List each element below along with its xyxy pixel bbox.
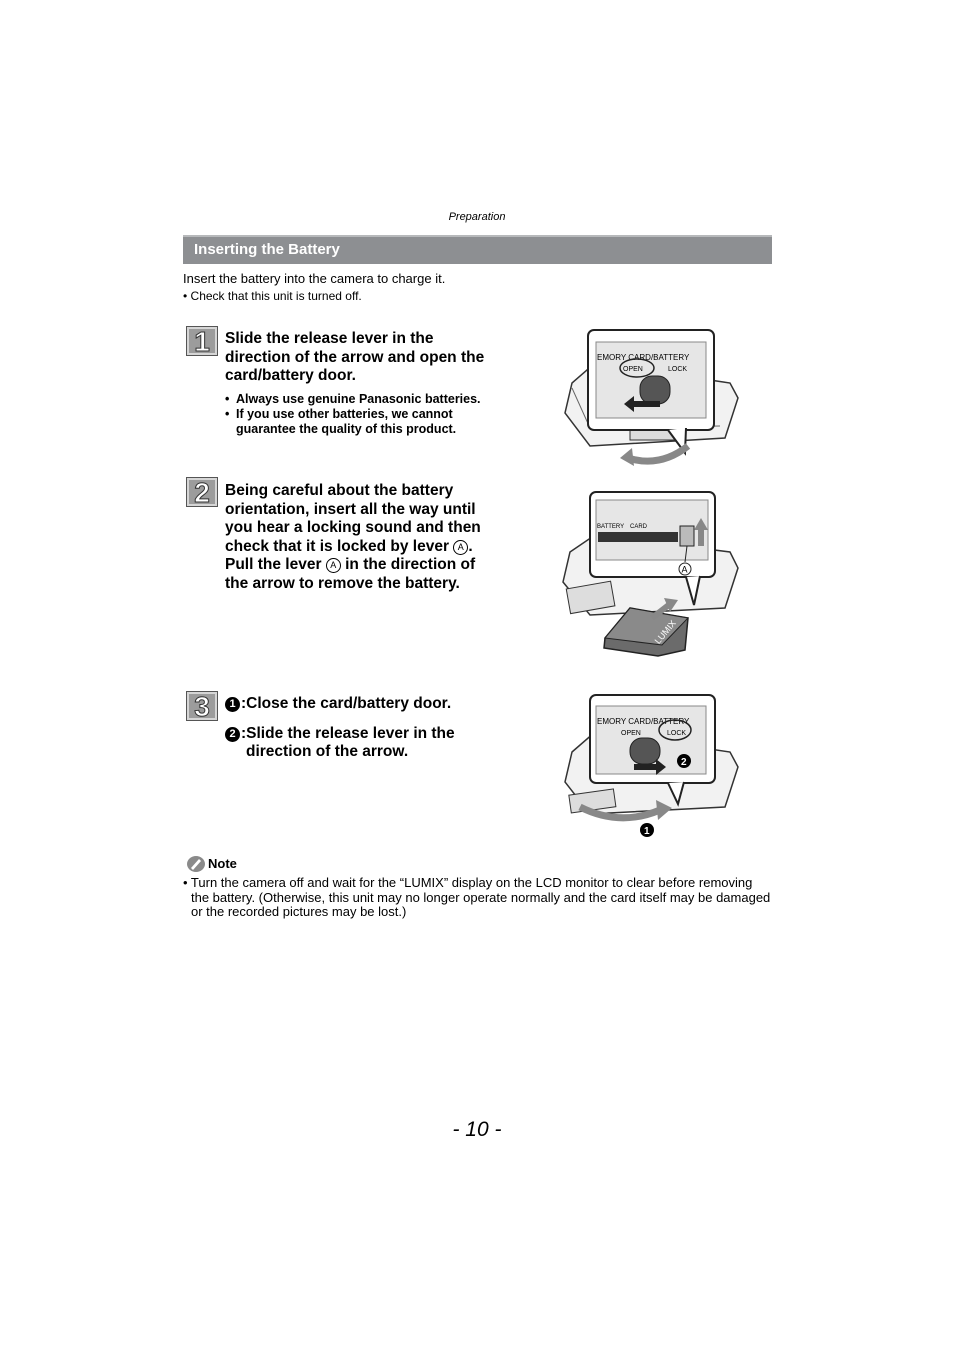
battery-slot-label: BATTERY bbox=[597, 524, 625, 530]
intro-bullet: • Check that this unit is turned off. bbox=[183, 289, 362, 303]
running-header: Preparation bbox=[448, 211, 506, 223]
callout-1: 1 bbox=[644, 826, 650, 837]
step-2-instruction bbox=[225, 482, 525, 593]
step-1-badge bbox=[186, 326, 218, 356]
step-1-open-label: OPEN bbox=[623, 366, 643, 373]
step-2-line-6: the arrow to remove the battery. bbox=[225, 574, 460, 592]
step-1-line-1: Slide the release lever in the bbox=[225, 330, 434, 347]
step-3-door-label: EMORY CARD/BATTERY bbox=[597, 717, 690, 726]
battery-brand-label: LUMIX bbox=[652, 618, 678, 646]
section-title-bar bbox=[183, 235, 772, 264]
step-3-illustration bbox=[560, 692, 740, 842]
page-number: - 10 - bbox=[452, 1118, 502, 1141]
step-3-badge bbox=[186, 691, 218, 721]
step-3-badge-1: 1 bbox=[225, 697, 240, 712]
step-1-number: 1 bbox=[194, 326, 210, 357]
note-heading: Note bbox=[208, 856, 237, 871]
step-2-badge bbox=[186, 477, 218, 507]
step-2-line-4: check that it is locked by lever A . bbox=[225, 537, 473, 555]
step-1-lock-label: LOCK bbox=[668, 366, 688, 373]
step-3-item-2: 2 :Slide the release lever in the bbox=[225, 725, 525, 744]
step-3-number: 3 bbox=[194, 691, 210, 722]
release-lever-3 bbox=[630, 738, 660, 764]
door-rotate-arrow-icon bbox=[628, 446, 688, 461]
step-3-item-1: 1 :Close the card/battery door. bbox=[225, 695, 525, 714]
intro-text: Insert the battery into the camera to charge it. bbox=[183, 271, 446, 286]
step-3-instruction bbox=[225, 695, 525, 762]
step-3-item-2-cont: direction of the arrow. bbox=[246, 743, 409, 760]
lever-a-marker: A bbox=[453, 540, 468, 555]
step-3-open-label: OPEN bbox=[621, 730, 641, 737]
step-1-bullets bbox=[225, 392, 515, 437]
release-lever bbox=[640, 376, 670, 404]
step-2-line-1: Being careful about the battery bbox=[225, 482, 454, 499]
step-3-badge-2: 2 bbox=[225, 727, 240, 742]
note-icon bbox=[186, 855, 206, 873]
step-1-instruction bbox=[225, 330, 525, 386]
lever-a-callout: A bbox=[681, 564, 688, 575]
step-1-bullet-1: • Always use genuine Panasonic batteries. bbox=[225, 392, 515, 407]
callout-2: 2 bbox=[681, 757, 687, 768]
step-2-number: 2 bbox=[194, 477, 210, 508]
section-title: Inserting the Battery bbox=[194, 241, 340, 258]
step-2-line-5: Pull the lever A in the direction of bbox=[225, 556, 476, 573]
step-1-line-3: card/battery door. bbox=[225, 367, 356, 384]
note-text bbox=[183, 876, 773, 920]
step-2-line-2: orientation, insert all the way until bbox=[225, 500, 476, 518]
step-3-lock-label: LOCK bbox=[667, 730, 687, 737]
note-bullet: • Turn the camera off and wait for the “LUMIX” display on the LCD monitor to clear before removing the battery. (Otherwise, this unit may no longer operate normally and the card itself may be damaged or the recorded pictures may be lost.) bbox=[183, 875, 771, 920]
step-2-line-3: you hear a locking sound and then bbox=[225, 519, 481, 536]
step-2-illustration bbox=[560, 490, 742, 662]
step-1-illustration bbox=[560, 328, 740, 468]
card-slot-label: CARD bbox=[630, 524, 648, 530]
lever-a-marker-2: A bbox=[326, 558, 341, 573]
step-1-line-2: direction of the arrow and open the bbox=[225, 348, 485, 366]
step-1-door-label: EMORY CARD/BATTERY bbox=[597, 353, 690, 362]
step-1-bullet-2: • If you use other batteries, we cannot guarantee the quality of this product. bbox=[225, 407, 515, 437]
